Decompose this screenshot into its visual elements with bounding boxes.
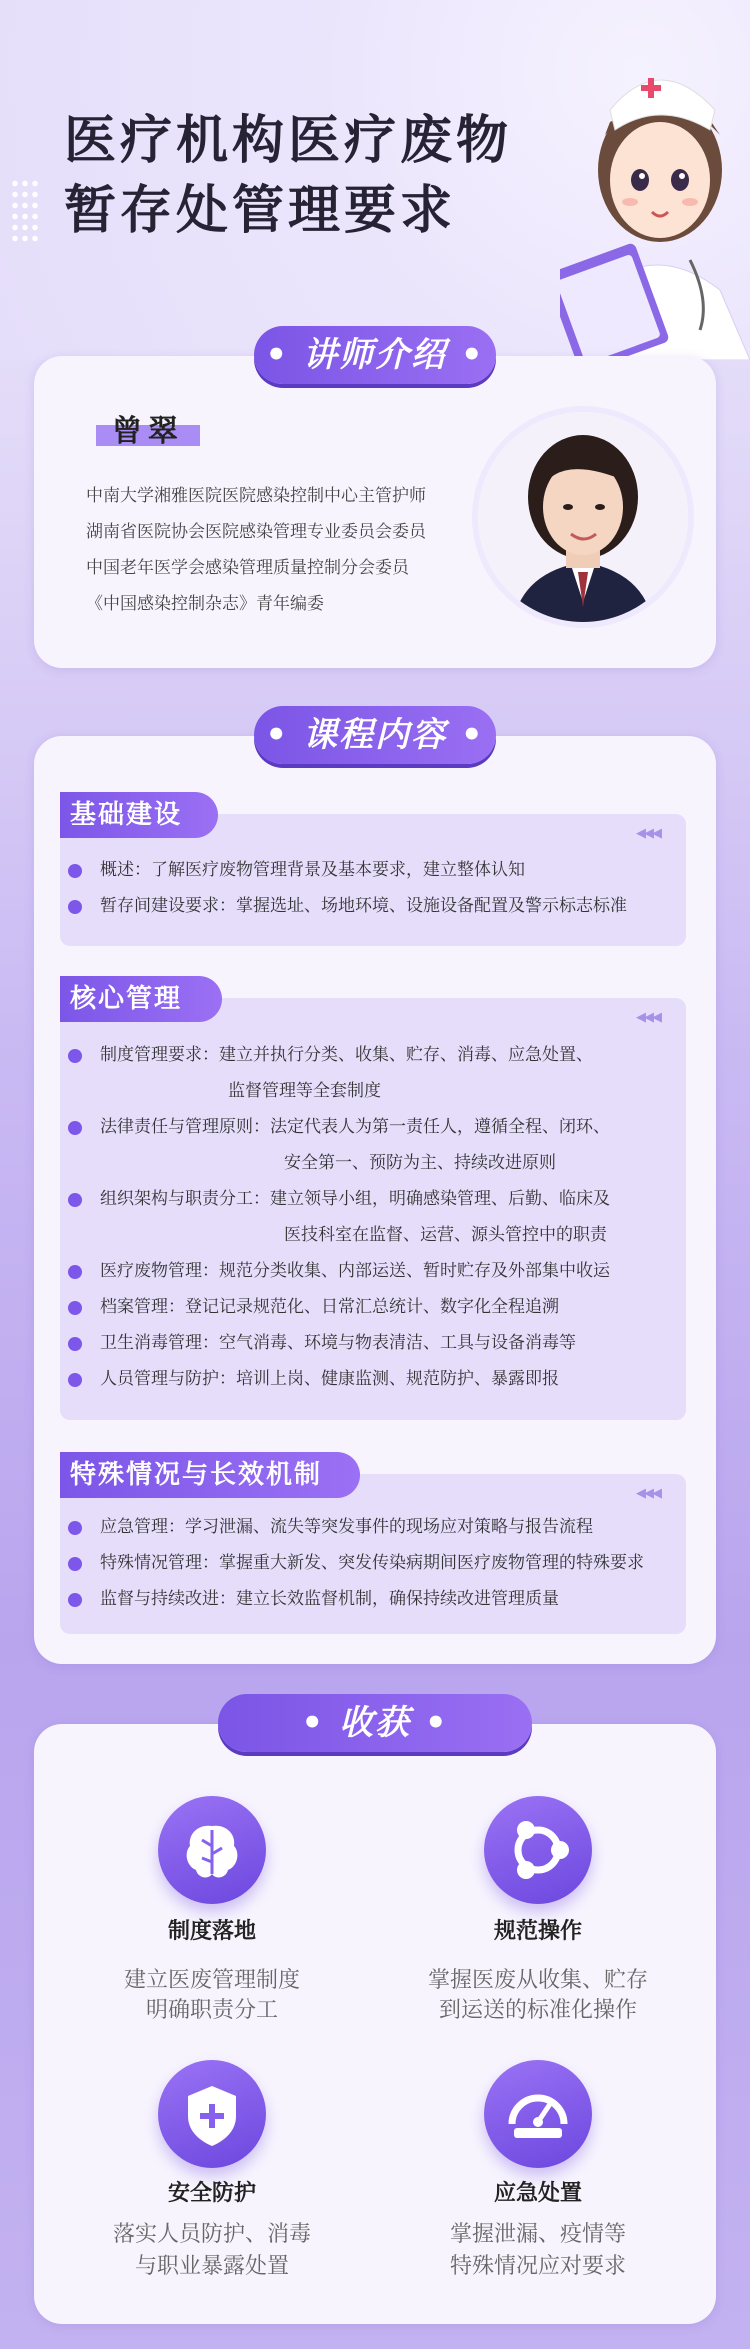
harvest-title-4: 应急处置 — [493, 2181, 582, 2206]
course-section-pill: • 课程内容 • — [254, 706, 496, 764]
teacher-title-2: 湖南省医院协会医院感染管理专业委员会委员 — [86, 522, 426, 542]
section-title-core: 核心管理 — [60, 976, 222, 1022]
harvest-title-1: 制度落地 — [167, 1919, 256, 1944]
teacher-title-3: 中国老年医学会感染管理质量控制分会委员 — [86, 558, 409, 578]
page-title-line2: 暂存处管理要求 — [64, 181, 457, 241]
arrows-icon: ◀◀◀ — [636, 826, 660, 841]
section-title-basic: 基础建设 — [60, 792, 218, 838]
teacher-title-1: 中南大学湘雅医院医院感染控制中心主管护师 — [86, 486, 426, 506]
harvest-section-pill: • 收获 • — [218, 1694, 532, 1752]
arrows-icon: ◀◀◀ — [636, 1010, 660, 1025]
harvest-desc-1b: 明确职责分工 — [145, 1998, 278, 2023]
harvest-desc-1a: 建立医废管理制度 — [123, 1968, 300, 1993]
harvest-desc-4b: 特殊情况应对要求 — [449, 2254, 626, 2279]
nurse-illustration — [560, 40, 750, 360]
harvest-title-2: 规范操作 — [493, 1919, 582, 1944]
section-title-special: 特殊情况与长效机制 — [60, 1452, 360, 1498]
teacher-title-4: 《中国感染控制杂志》青年编委 — [86, 594, 324, 614]
harvest-desc-4a: 掌握泄漏、疫情等 — [449, 2222, 626, 2247]
harvest-desc-2a: 掌握医废从收集、贮存 — [427, 1968, 648, 1993]
arrows-icon: ◀◀◀ — [636, 1486, 660, 1501]
page-title-line1: 医疗机构医疗废物 — [64, 111, 513, 171]
cycle-icon — [484, 1796, 592, 1904]
harvest-desc-3a: 落实人员防护、消毒 — [112, 2222, 311, 2247]
teacher-avatar — [478, 412, 688, 622]
teacher-name: 曾翠 — [96, 406, 200, 446]
gauge-icon — [484, 2060, 592, 2168]
teacher-section-pill: • 讲师介绍 • — [254, 326, 496, 384]
brain-icon — [158, 1796, 266, 1904]
decor-dots — [10, 178, 38, 242]
harvest-title-3: 安全防护 — [167, 2181, 256, 2206]
shield-icon — [158, 2060, 266, 2168]
harvest-desc-3b: 与职业暴露处置 — [134, 2254, 289, 2279]
harvest-desc-2b: 到运送的标准化操作 — [438, 1998, 637, 2023]
